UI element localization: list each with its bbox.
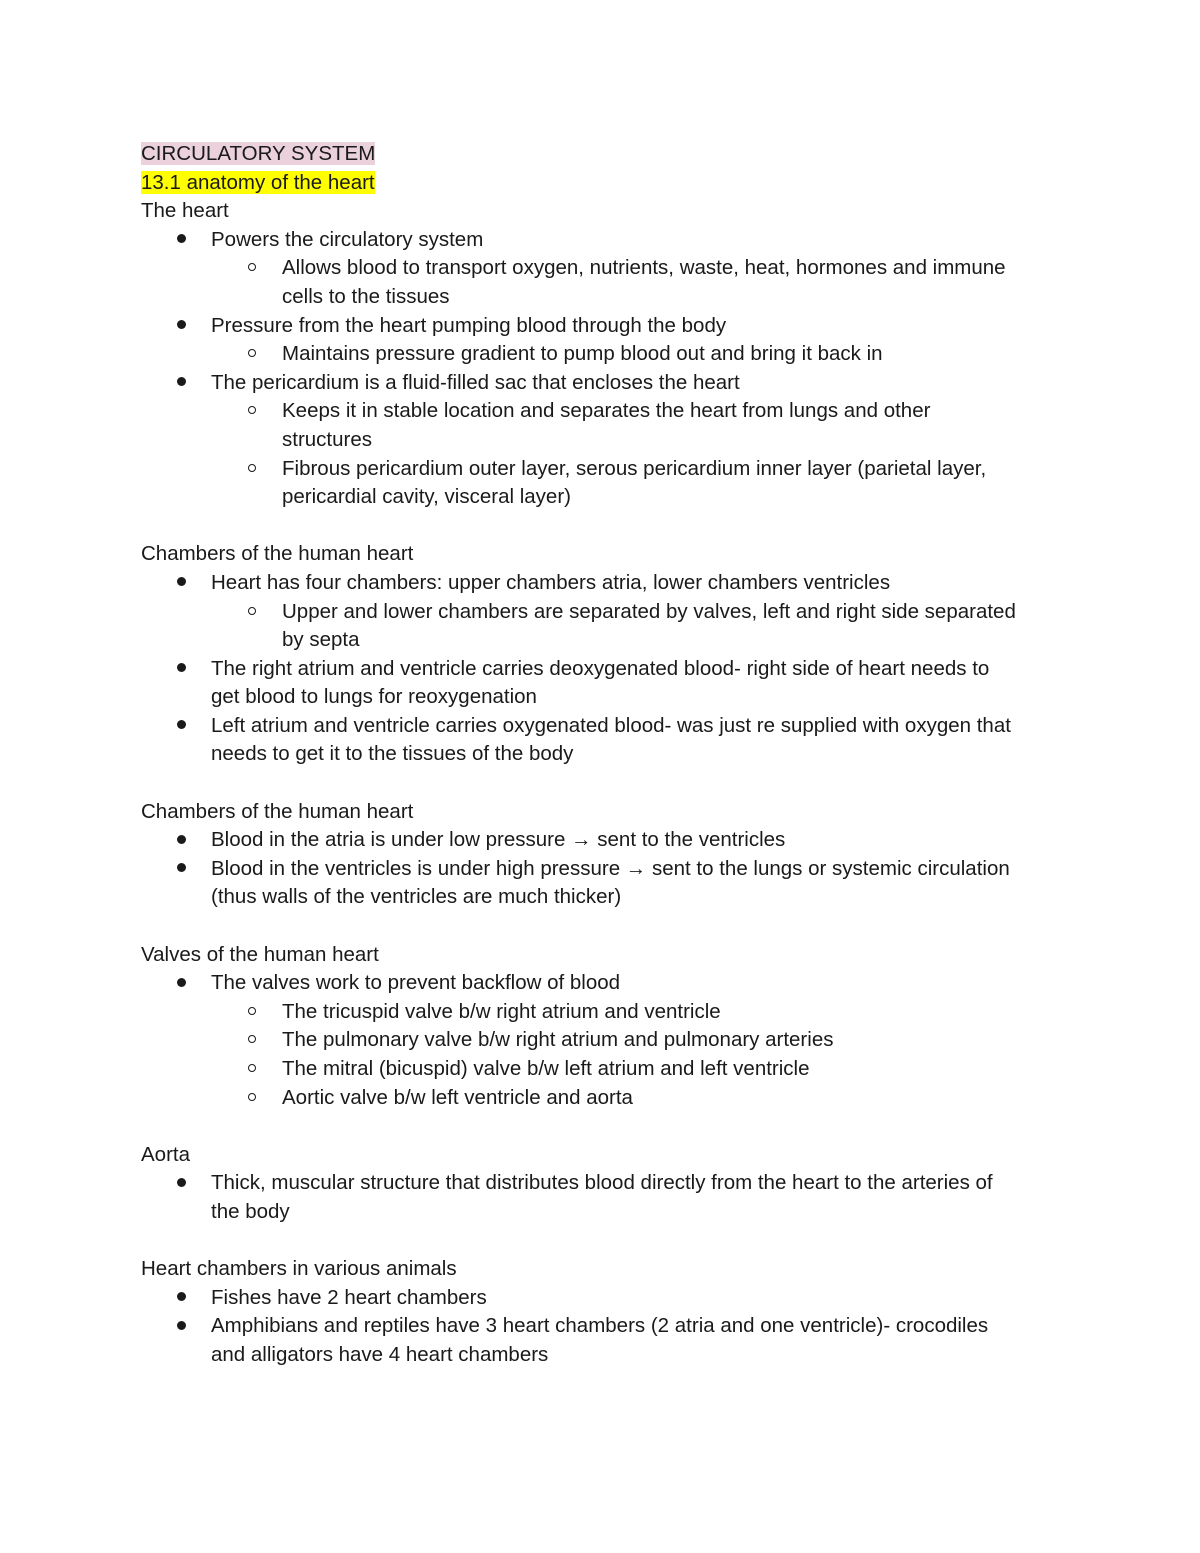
bullet-marker: [248, 455, 256, 484]
hollow-circle-bullet-icon: [248, 1093, 256, 1101]
filled-dot-bullet-icon: [177, 978, 186, 987]
filled-dot-bullet-icon: [177, 234, 186, 243]
bullet-text: [282, 998, 1071, 1027]
sub-bullet-item: [141, 254, 1071, 311]
bullet-text-line: Fishes have 2 heart chambers: [211, 1285, 487, 1309]
document-body: [141, 140, 1071, 1370]
bullet-text: [211, 226, 1071, 255]
note-section: [141, 1255, 1071, 1369]
filled-dot-bullet-icon: [177, 1292, 186, 1301]
filled-dot-bullet-icon: [177, 320, 186, 329]
hollow-circle-bullet-icon: [248, 464, 256, 472]
bullet-text-line: The tricuspid valve b/w right atrium and ventricle: [282, 999, 721, 1023]
filled-dot-bullet-icon: [177, 377, 186, 386]
bullet-item: [141, 1284, 1071, 1313]
bullet-text-line: needs to get it to the tissues of the body: [211, 742, 574, 766]
bullet-text-line: Thick, muscular structure that distributes blood directly from the heart to the arteries of: [211, 1171, 993, 1195]
section-heading: Aorta: [141, 1142, 190, 1166]
bullet-text-line: pericardial cavity, visceral layer): [282, 485, 571, 509]
filled-dot-bullet-icon: [177, 1178, 186, 1187]
bullet-marker: [248, 254, 256, 283]
section-spacer: [141, 1227, 1071, 1256]
bullet-text-line: get blood to lungs for reoxygenation: [211, 685, 537, 709]
bullet-text-line: Blood in the ventricles is under high pressure → sent to the lungs or systemic circulation: [211, 856, 1010, 880]
bullet-text: [282, 598, 1071, 655]
bullet-marker: [248, 598, 256, 627]
bullet-marker: [177, 1169, 186, 1198]
bullet-text-line: Blood in the atria is under low pressure → sent to the ventricles: [211, 828, 786, 852]
hollow-circle-bullet-icon: [248, 406, 256, 414]
bullet-text-line: by septa: [282, 628, 360, 652]
bullet-text: [282, 397, 1071, 454]
bullet-marker: [177, 369, 186, 398]
bullet-text: [211, 855, 1071, 912]
bullet-text-line: and alligators have 4 heart chambers: [211, 1342, 549, 1366]
note-section: [141, 941, 1071, 1113]
bullet-text: [211, 569, 1071, 598]
bullet-text-line: cells to the tissues: [282, 284, 450, 308]
bullet-marker: [177, 1312, 186, 1341]
note-section: [141, 798, 1071, 912]
sub-bullet-item: [141, 1084, 1071, 1113]
bullet-text: [211, 826, 1071, 855]
section-heading: Chambers of the human heart: [141, 542, 414, 566]
bullet-text: [282, 455, 1071, 512]
bullet-item: [141, 712, 1071, 769]
bullet-text-line: Upper and lower chambers are separated by valves, left and right side separated: [282, 599, 1016, 623]
subtitle-line: [141, 169, 1071, 198]
bullet-text-line: the body: [211, 1199, 290, 1223]
filled-dot-bullet-icon: [177, 720, 186, 729]
section-heading: Heart chambers in various animals: [141, 1257, 457, 1281]
filled-dot-bullet-icon: [177, 663, 186, 672]
section-spacer: [141, 769, 1071, 798]
bullet-text-line: Heart has four chambers: upper chambers atria, lower chambers ventricles: [211, 570, 891, 594]
bullet-item: [141, 369, 1071, 398]
bullet-text-line: Keeps it in stable location and separates the heart from lungs and other: [282, 399, 931, 423]
filled-dot-bullet-icon: [177, 1321, 186, 1330]
bullet-marker: [177, 226, 186, 255]
section-spacer: [141, 512, 1071, 541]
bullet-item: [141, 855, 1071, 912]
bullet-text: [211, 1284, 1071, 1313]
sub-bullet-item: [141, 397, 1071, 454]
sub-bullet-item: [141, 1055, 1071, 1084]
note-section: [141, 1141, 1071, 1227]
sub-bullet-item: [141, 340, 1071, 369]
sections-container: [141, 197, 1071, 1369]
bullet-text-line: Left atrium and ventricle carries oxygenated blood- was just re supplied with oxygen that: [211, 713, 1011, 737]
bullet-text-line: Maintains pressure gradient to pump blood out and bring it back in: [282, 342, 883, 366]
bullet-text: [282, 340, 1071, 369]
title-line: [141, 140, 1071, 169]
bullet-text-line: The right atrium and ventricle carries deoxygenated blood- right side of heart needs to: [211, 656, 990, 680]
bullet-marker: [177, 655, 186, 684]
bullet-text-line: The pericardium is a fluid-filled sac that encloses the heart: [211, 370, 740, 394]
bullet-text: [282, 1055, 1071, 1084]
bullet-marker: [177, 855, 186, 884]
bullet-text-line: (thus walls of the ventricles are much thicker): [211, 885, 622, 909]
section-subtitle: 13.1 anatomy of the heart: [141, 170, 375, 194]
bullet-text-line: Allows blood to transport oxygen, nutrients, waste, heat, hormones and immune: [282, 256, 1006, 280]
bullet-text: [282, 1026, 1071, 1055]
bullet-item: [141, 569, 1071, 598]
bullet-text-line: structures: [282, 427, 372, 451]
section-heading: Valves of the human heart: [141, 942, 379, 966]
hollow-circle-bullet-icon: [248, 349, 256, 357]
bullet-marker: [248, 998, 256, 1027]
sub-bullet-item: [141, 1026, 1071, 1055]
bullet-marker: [248, 1026, 256, 1055]
section-spacer: [141, 1112, 1071, 1141]
bullet-item: [141, 655, 1071, 712]
bullet-text-line: Fibrous pericardium outer layer, serous pericardium inner layer (parietal layer,: [282, 456, 987, 480]
document-title: CIRCULATORY SYSTEM: [141, 142, 376, 165]
section-heading: Chambers of the human heart: [141, 799, 414, 823]
sub-bullet-item: [141, 455, 1071, 512]
hollow-circle-bullet-icon: [248, 607, 256, 615]
bullet-text: [282, 1084, 1071, 1113]
bullet-text: [282, 254, 1071, 311]
bullet-item: [141, 826, 1071, 855]
filled-dot-bullet-icon: [177, 577, 186, 586]
sub-bullet-item: [141, 598, 1071, 655]
bullet-item: [141, 1169, 1071, 1226]
bullet-text: [211, 1169, 1071, 1226]
filled-dot-bullet-icon: [177, 835, 186, 844]
bullet-text: [211, 969, 1071, 998]
bullet-marker: [177, 969, 186, 998]
hollow-circle-bullet-icon: [248, 1064, 256, 1072]
bullet-text: [211, 655, 1071, 712]
bullet-marker: [248, 397, 256, 426]
bullet-text: [211, 1312, 1071, 1369]
bullet-marker: [177, 312, 186, 341]
bullet-text-line: The mitral (bicuspid) valve b/w left atrium and left ventricle: [282, 1057, 810, 1080]
bullet-text: [211, 712, 1071, 769]
bullet-marker: [177, 826, 186, 855]
bullet-marker: [248, 1084, 256, 1113]
hollow-circle-bullet-icon: [248, 1035, 256, 1043]
bullet-item: [141, 1312, 1071, 1369]
bullet-item: [141, 226, 1071, 255]
note-section: [141, 197, 1071, 512]
bullet-text-line: Pressure from the heart pumping blood through the body: [211, 313, 727, 337]
bullet-item: [141, 312, 1071, 341]
bullet-marker: [248, 1055, 256, 1084]
bullet-marker: [177, 712, 186, 741]
bullet-text: [211, 312, 1071, 341]
note-section: [141, 540, 1071, 769]
bullet-text-line: The pulmonary valve b/w right atrium and pulmonary arteries: [282, 1028, 834, 1052]
bullet-item: [141, 969, 1071, 998]
sub-bullet-item: [141, 998, 1071, 1027]
bullet-text-line: Amphibians and reptiles have 3 heart chambers (2 atria and one ventricle)- crocodiles: [211, 1314, 989, 1338]
bullet-text: [211, 369, 1071, 398]
hollow-circle-bullet-icon: [248, 1007, 256, 1015]
section-spacer: [141, 912, 1071, 941]
bullet-marker: [177, 569, 186, 598]
hollow-circle-bullet-icon: [248, 263, 256, 271]
filled-dot-bullet-icon: [177, 863, 186, 872]
bullet-marker: [177, 1284, 186, 1313]
bullet-text-line: The valves work to prevent backflow of blood: [211, 971, 621, 995]
bullet-marker: [248, 340, 256, 369]
section-heading: The heart: [141, 199, 229, 223]
bullet-text-line: Powers the circulatory system: [211, 227, 484, 251]
bullet-text-line: Aortic valve b/w left ventricle and aorta: [282, 1085, 633, 1109]
